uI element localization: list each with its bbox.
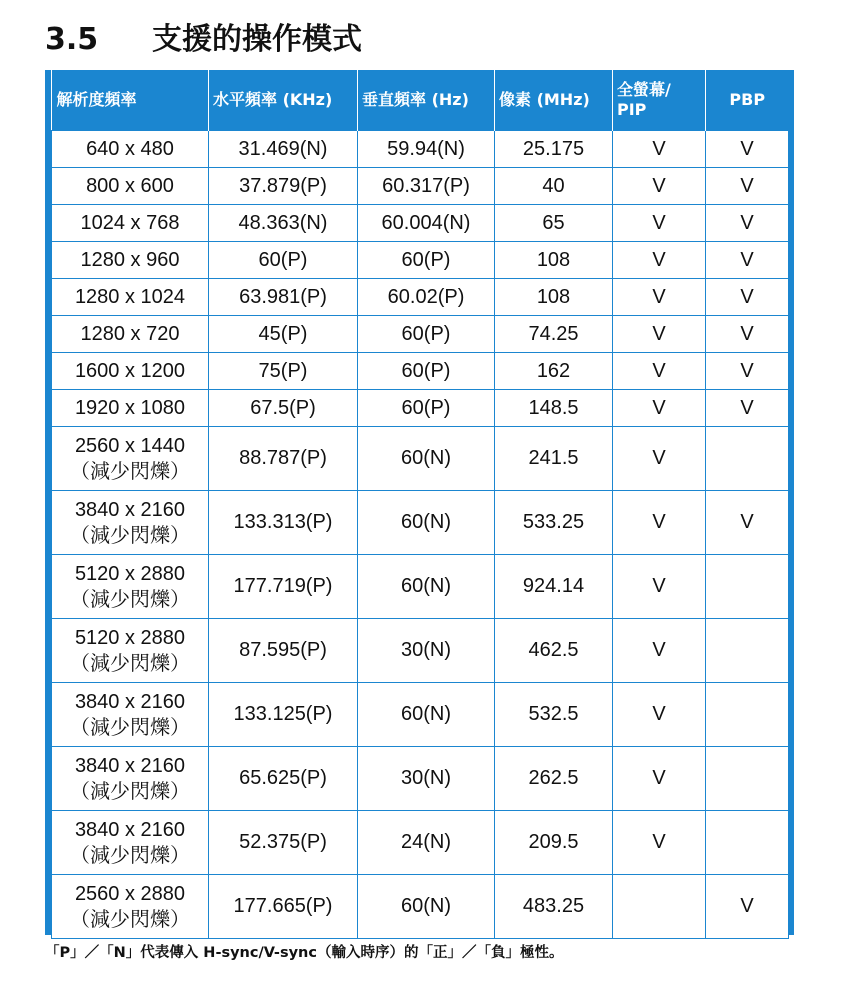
horizontal-frequency-cell: 52.375(P) [209,811,358,875]
header-vertical-frequency: 垂直頻率 (Hz) [358,70,495,131]
pixel-clock-cell: 241.5 [495,427,613,491]
header-pbp: PBP [706,70,789,131]
horizontal-frequency-cell: 65.625(P) [209,747,358,811]
pbp-cell [706,747,789,811]
resolution-value: 1600 x 1200 [74,360,186,382]
pbp-cell [706,811,789,875]
pixel-clock-cell: 483.25 [495,875,613,939]
pbp-cell [706,683,789,747]
vertical-frequency-cell: 59.94(N) [358,131,495,168]
fullscreen-pip-cell: V [613,747,706,811]
resolution-value: 2560 x 1440 [74,434,186,457]
pbp-cell [706,619,789,683]
pixel-clock-cell: 924.14 [495,555,613,619]
pixel-clock-cell: 462.5 [495,619,613,683]
horizontal-frequency-cell: 48.363(N) [209,205,358,242]
vertical-frequency-cell: 60(P) [358,390,495,427]
pbp-cell [706,427,789,491]
resolution-value: 1920 x 1080 [74,397,186,419]
fullscreen-pip-cell: V [613,131,706,168]
vertical-frequency-cell: 60(N) [358,683,495,747]
fullscreen-pip-cell: V [613,242,706,279]
reduced-flicker-note: （減少閃爍） [70,460,190,483]
table-row [52,683,789,747]
fullscreen-pip-cell: V [613,619,706,683]
polarity-footnote: 「P」／「N」代表傳入 H-sync/V-sync（輸入時序）的「正」／「負」極性。 [45,945,564,961]
fullscreen-pip-cell: V [613,279,706,316]
reduced-flicker-note: （減少閃爍） [70,588,190,611]
section-number: 3.5 [45,22,99,57]
fullscreen-pip-cell: V [613,205,706,242]
resolution-cell [52,683,209,747]
horizontal-frequency-cell: 45(P) [209,316,358,353]
resolution-cell [52,168,209,205]
header-resolution: 解析度頻率 [52,70,209,131]
fullscreen-pip-cell: V [613,683,706,747]
pbp-cell: V [706,168,789,205]
table-row [52,353,789,390]
resolution-value: 640 x 480 [86,138,174,160]
resolution-cell [52,205,209,242]
resolution-value: 3840 x 2160 [74,498,186,521]
pixel-clock-cell: 74.25 [495,316,613,353]
table-row [52,747,789,811]
resolution-cell [52,316,209,353]
resolution-cell [52,555,209,619]
pixel-clock-cell: 209.5 [495,811,613,875]
section-title: 支援的操作模式 [152,22,362,57]
pixel-clock-cell: 532.5 [495,683,613,747]
resolution-value: 1280 x 720 [80,323,180,345]
header-pip-line1: 全螢幕/ [617,80,671,99]
vertical-frequency-cell: 60(P) [358,316,495,353]
section-heading [45,14,362,58]
table-row [52,131,789,168]
pbp-cell: V [706,242,789,279]
resolution-value: 3840 x 2160 [74,818,186,841]
resolution-cell [52,353,209,390]
table-row [52,242,789,279]
pbp-cell: V [706,205,789,242]
reduced-flicker-note: （減少閃爍） [70,844,190,867]
vertical-frequency-cell: 60(N) [358,555,495,619]
pbp-cell: V [706,353,789,390]
modes-table-frame [45,70,794,935]
table-row [52,316,789,353]
reduced-flicker-note: （減少閃爍） [70,524,190,547]
fullscreen-pip-cell: V [613,353,706,390]
pixel-clock-cell: 148.5 [495,390,613,427]
table-row [52,811,789,875]
table-row [52,875,789,939]
horizontal-frequency-cell: 88.787(P) [209,427,358,491]
table-row [52,427,789,491]
fullscreen-pip-cell: V [613,316,706,353]
vertical-frequency-cell: 60(P) [358,242,495,279]
reduced-flicker-note: （減少閃爍） [70,716,190,739]
fullscreen-pip-cell: V [613,811,706,875]
horizontal-frequency-cell: 87.595(P) [209,619,358,683]
horizontal-frequency-cell: 177.665(P) [209,875,358,939]
table-row [52,168,789,205]
pbp-cell: V [706,279,789,316]
pixel-clock-cell: 108 [495,279,613,316]
table-row [52,555,789,619]
resolution-value: 5120 x 2880 [74,562,186,585]
horizontal-frequency-cell: 60(P) [209,242,358,279]
pbp-cell: V [706,875,789,939]
vertical-frequency-cell: 60(N) [358,491,495,555]
supported-modes-table [51,70,789,939]
header-pip-line2: PIP [617,100,647,119]
header-pixel-clock: 像素 (MHz) [495,70,613,131]
vertical-frequency-cell: 60.317(P) [358,168,495,205]
pixel-clock-cell: 65 [495,205,613,242]
pbp-cell: V [706,131,789,168]
fullscreen-pip-cell: V [613,168,706,205]
pixel-clock-cell: 108 [495,242,613,279]
table-row [52,279,789,316]
pbp-cell [706,555,789,619]
fullscreen-pip-cell: V [613,427,706,491]
vertical-frequency-cell: 60(P) [358,353,495,390]
fullscreen-pip-cell: V [613,390,706,427]
resolution-value: 1024 x 768 [80,212,180,234]
fullscreen-pip-cell: V [613,491,706,555]
resolution-value: 3840 x 2160 [74,690,186,713]
pixel-clock-cell: 162 [495,353,613,390]
resolution-value: 5120 x 2880 [74,626,186,649]
pixel-clock-cell: 533.25 [495,491,613,555]
resolution-value: 1280 x 960 [80,249,180,271]
table-row [52,619,789,683]
table-body [52,131,789,939]
pbp-cell: V [706,390,789,427]
table-row [52,491,789,555]
resolution-cell [52,242,209,279]
pixel-clock-cell: 25.175 [495,131,613,168]
resolution-cell [52,747,209,811]
vertical-frequency-cell: 24(N) [358,811,495,875]
resolution-cell [52,427,209,491]
horizontal-frequency-cell: 177.719(P) [209,555,358,619]
horizontal-frequency-cell: 133.313(P) [209,491,358,555]
pbp-cell: V [706,491,789,555]
horizontal-frequency-cell: 63.981(P) [209,279,358,316]
horizontal-frequency-cell: 31.469(N) [209,131,358,168]
resolution-cell [52,131,209,168]
table-header-row [52,70,789,131]
horizontal-frequency-cell: 133.125(P) [209,683,358,747]
resolution-value: 2560 x 2880 [74,882,186,905]
pixel-clock-cell: 40 [495,168,613,205]
resolution-value: 800 x 600 [86,175,174,197]
horizontal-frequency-cell: 75(P) [209,353,358,390]
table-row [52,205,789,242]
resolution-cell [52,491,209,555]
header-horizontal-frequency: 水平頻率 (KHz) [209,70,358,131]
horizontal-frequency-cell: 67.5(P) [209,390,358,427]
vertical-frequency-cell: 60(N) [358,427,495,491]
vertical-frequency-cell: 30(N) [358,619,495,683]
vertical-frequency-cell: 60(N) [358,875,495,939]
vertical-frequency-cell: 60.004(N) [358,205,495,242]
resolution-cell [52,619,209,683]
fullscreen-pip-cell [613,875,706,939]
horizontal-frequency-cell: 37.879(P) [209,168,358,205]
resolution-cell [52,811,209,875]
resolution-value: 3840 x 2160 [74,754,186,777]
resolution-cell [52,875,209,939]
reduced-flicker-note: （減少閃爍） [70,780,190,803]
resolution-cell [52,390,209,427]
vertical-frequency-cell: 60.02(P) [358,279,495,316]
resolution-cell [52,279,209,316]
reduced-flicker-note: （減少閃爍） [70,908,190,931]
reduced-flicker-note: （減少閃爍） [70,652,190,675]
resolution-value: 1280 x 1024 [74,286,186,308]
pbp-cell: V [706,316,789,353]
header-fullscreen-pip [613,70,706,131]
table-row [52,390,789,427]
fullscreen-pip-cell: V [613,555,706,619]
vertical-frequency-cell: 30(N) [358,747,495,811]
pixel-clock-cell: 262.5 [495,747,613,811]
